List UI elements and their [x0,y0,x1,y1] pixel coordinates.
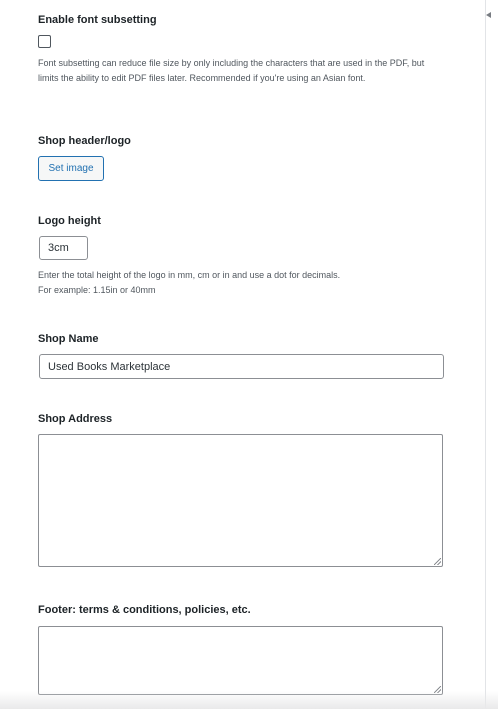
collapse-arrow-icon[interactable] [486,12,491,18]
logo-height-description [38,268,458,298]
logo-height-description-line2: For example: 1.15in or 40mm [38,285,156,295]
logo-height-label: Logo height [38,215,101,227]
set-image-button[interactable]: Set image [38,156,104,181]
font-subsetting-description: Font subsetting can reduce file size by only including the characters that are used in the PDF, but limits the ability to edit PDF files later. Recommended if you're using an Asian font. [38,58,425,83]
logo-height-description-line1: Enter the total height of the logo in mm, cm or in and use a dot for decimals. [38,270,341,280]
font-subsetting-label: Enable font subsetting [38,14,157,26]
scrollbar[interactable] [485,0,498,709]
shop-name-input[interactable] [39,354,444,379]
footer-textarea[interactable] [38,626,443,695]
shop-name-label: Shop Name [38,333,99,345]
font-subsetting-checkbox[interactable] [38,35,51,48]
shop-header-logo-label: Shop header/logo [38,135,131,147]
shop-address-textarea[interactable] [38,434,443,567]
shop-address-label: Shop Address [38,413,113,425]
bottom-shadow [0,691,498,709]
resize-grip-icon[interactable] [434,558,441,565]
logo-height-input[interactable] [39,236,88,260]
footer-label: Footer: terms & conditions, policies, etc. [38,604,251,616]
